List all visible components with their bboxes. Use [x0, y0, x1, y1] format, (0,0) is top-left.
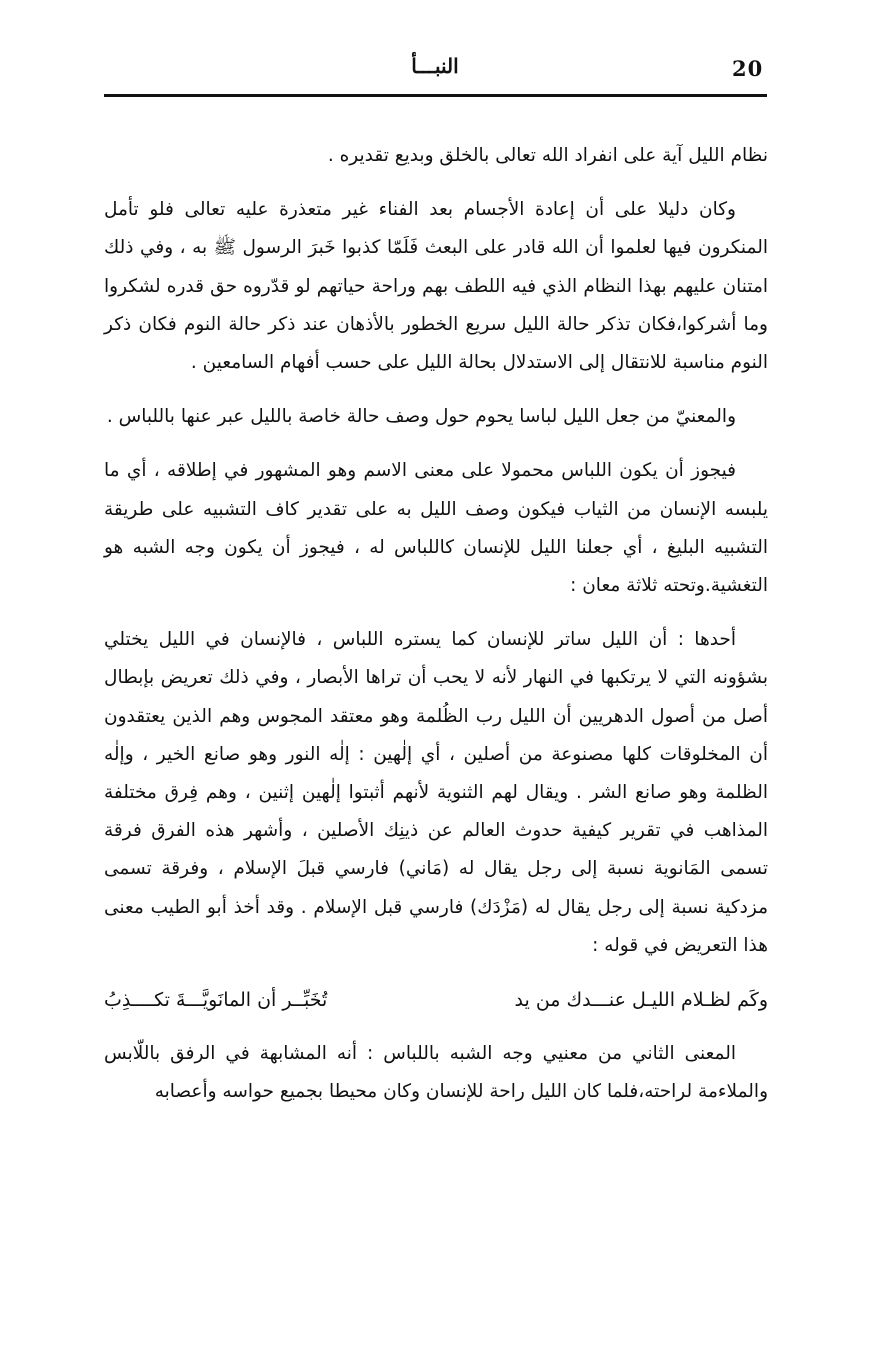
paragraph-5: [104, 621, 768, 965]
paragraph-2-text: وكان دليلا على أن إعادة الأجسام بعد الفناء غير متعذرة عليه تعالى فلو تأمل المنكرون فيها لعلموا أن الله قادر على البعث فَلَمّا كذبوا خَبرَ الرسول ﷺ به ، وفي ذلك امتنان عليهم بهذا النظام الذي فيه اللطف بهم وراحة حياتهم لو قدّروه حق قدره لشكروا وما أشركوا،فكان تذكر حالة الليل سريع الخطور بالأذهان عند ذكر حالة النوم فكان ذكر النوم مناسبة للانتقال إلى الاستدلال بحالة الليل على حسب أفهام السامعين .: [104, 199, 768, 374]
page-header: [104, 54, 766, 94]
paragraph-2: [104, 191, 768, 382]
paragraph-3-text: والمعنيّ من جعل الليل لباسا يحوم حول وصف حالة خاصة بالليل عبر عنها باللباس .: [106, 406, 736, 428]
header-rule: [104, 94, 767, 97]
paragraph-3: [104, 398, 768, 436]
page-body: [104, 137, 768, 1128]
page-number: 20: [732, 56, 764, 81]
verse-second-hemistich: تُخَبِّــر أن المانَويَّـــةَ تكــــذِبُ: [104, 989, 328, 1012]
paragraph-6: [104, 1035, 768, 1111]
paragraph-4: [104, 452, 768, 605]
verse-first-hemistich: وكَم لظـلام الليـل عنـــدك من يد: [514, 989, 768, 1012]
paragraph-1-text: نظام الليل آية على انفراد الله تعالى بالخلق وبديع تقديره .: [327, 145, 768, 166]
poetry-verse: [104, 981, 768, 1019]
paragraph-4-text: فيجوز أن يكون اللباس محمولا على معنى الاسم وهو المشهور في إطلاقه ، أي ما يلبسه الإنسان من الثياب فيكون وصف الليل به على تقدير كاف التشبيه على طريقة التشبيه البليغ ، أي جعلنا الليل للإنسان كاللباس له ، فيجوز أن يكون وجه الشبه هو التغشية.وتحته ثلاثة معان :: [104, 460, 768, 597]
paragraph-6-text: المعنى الثاني من معنيي وجه الشبه باللباس : أنه المشابهة في الرفق باللّابس والملاءمة لراحته،فلما كان الليل راحة للإنسان وكان محيطا بجميع حواسه وأعصابه: [104, 1043, 768, 1103]
paragraph-5-text: أحدها : أن الليل ساتر للإنسان كما يستره اللباس ، فالإنسان في الليل يختلي بشؤونه التي لا يرتكبها في النهار لأنه لا يحب أن تراها الأبصار ، وفي ذلك تعريض بإبطال أصل من أصول الدهريين أن الليل رب الظُلمة وهو معتقد المجوس وهم الذين يعتقدون أن المخلوقات كلها مصنوعة من أصلين ، أي إلٰهين : إلٰه النور وهو صانع الخير ، وإلٰه الظلمة وهو صانع الشر . ويقال لهم الثنوية لأنهم أثبتوا إلٰهين إثنين ، وهم فِرق مختلفة المذاهب في تقرير كيفية حدوث العالم عن ذينِك الأصلين ، وأشهر هذه الفرق فرقة تسمى المَانوية نسبة إلى رجل يقال له (مَاني) فارسي قبلَ الإسلام ، وفرقة تسمى مزدكية نسبة إلى رجل يقال له (مَزْدَك) فارسي قبل الإسلام . وقد أخذ أبو الطيب معنى هذا التعريض في قوله :: [104, 629, 768, 956]
paragraph-1: [104, 137, 768, 175]
chapter-title: النبـــأ: [411, 54, 459, 78]
